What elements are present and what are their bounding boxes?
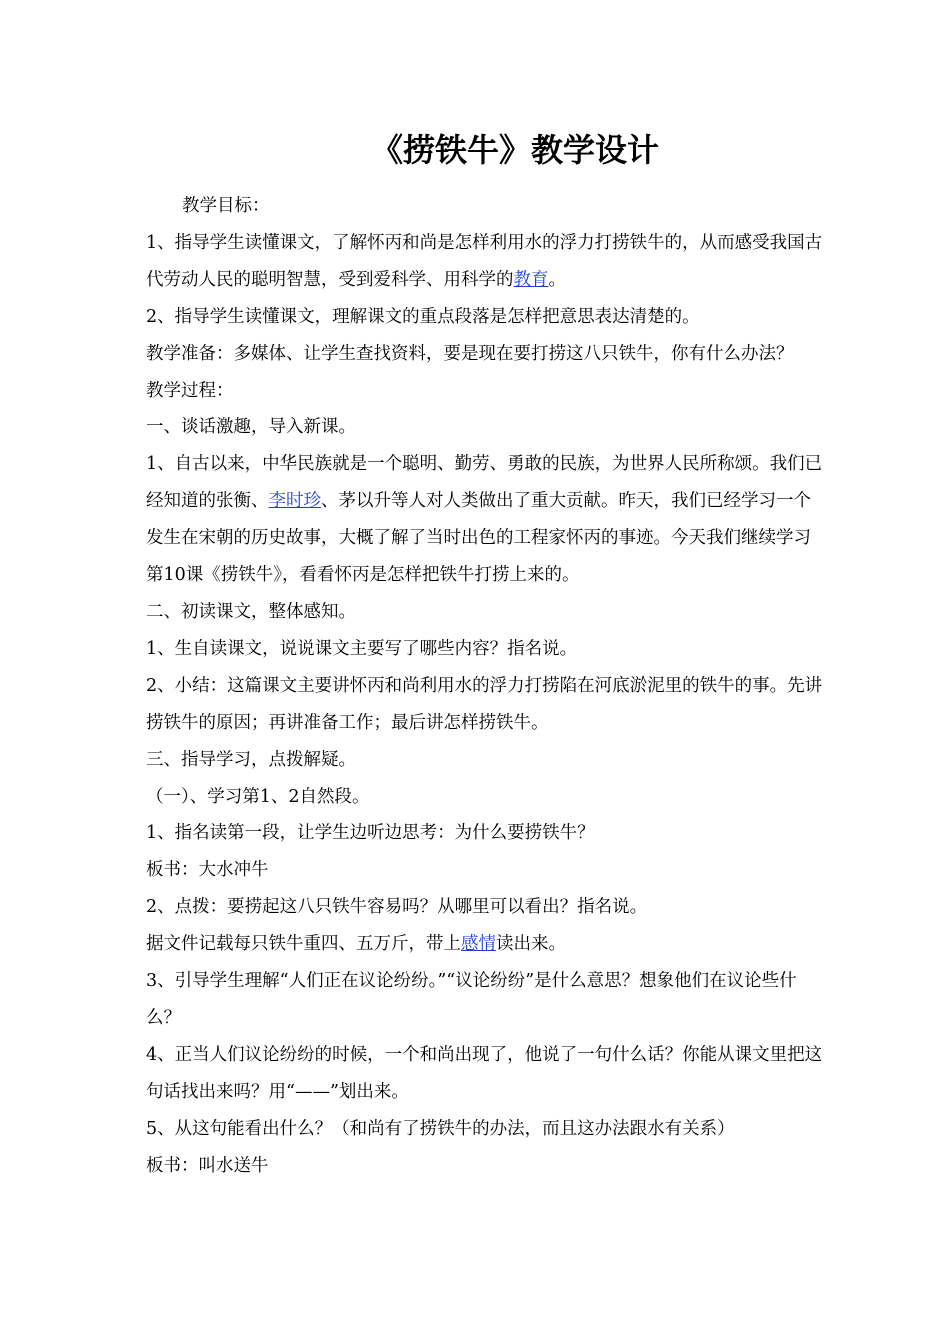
objective-1-end: 。 [548, 269, 566, 290]
section-2-paragraph-1: 1、生自读课文，说说课文主要写了哪些内容？指名说。 [146, 638, 578, 659]
section-1-paragraph-1-text: 1、自古以来，中华民族就是一个聪明、勤劳、勇敢的民族，为世界人民所称颂。我们已经知道的张衡、 [146, 454, 823, 512]
section-3-paragraph-2b-rest: 读出来。 [496, 934, 566, 955]
section-3-subheading-1: （一）、学习第1、2自然段。 [146, 786, 370, 807]
teaching-preparation: 教学准备：多媒体、让学生查找资料，要是现在要打捞这八只铁牛，你有什么办法？ [146, 343, 794, 364]
section-1-heading: 一、谈话激趣，导入新课。 [146, 417, 356, 438]
section-3-paragraph-2b-text: 据文件记载每只铁牛重四、五万斤，带上 [146, 934, 461, 955]
section-3-paragraph-2b [146, 926, 826, 963]
link-education[interactable]: 教育 [513, 269, 549, 290]
section-3-paragraph-4: 4、正当人们议论纷纷的时候，一个和尚出现了，他说了一句什么话？你能从课文里把这句话找出来吗？用“——”划出来。 [146, 1044, 823, 1102]
document-body [146, 188, 826, 1184]
section-1-paragraph-1 [146, 446, 826, 594]
section-3-paragraph-2: 2、点拨：要捞起这八只铁牛容易吗？从哪里可以看出？指名说。 [146, 897, 648, 918]
objective-1 [146, 225, 826, 299]
objective-1-text: 1、指导学生读懂课文，了解怀丙和尚是怎样利用水的浮力打捞铁牛的，从而感受我国古代劳动人民的聪明智慧，受到爱科学、用科学的 [146, 232, 823, 290]
section-2-heading: 二、初读课文，整体感知。 [146, 601, 356, 622]
link-li-shizhen[interactable]: 李时珍 [268, 491, 321, 512]
section-3-paragraph-3: 3、引导学生理解“人们正在议论纷纷。”“议论纷纷”是什么意思？想象他们在议论些什么？ [146, 971, 797, 1028]
objective-2: 2、指导学生读懂课文，理解课文的重点段落是怎样把意思表达清楚的。 [146, 306, 700, 327]
section-3-board-1: 板书：大水冲牛 [146, 860, 269, 881]
section-3-paragraph-1: 1、指名读第一段，让学生边听边思考：为什么要捞铁牛？ [146, 823, 595, 844]
section-3-paragraph-5: 5、从这句能看出什么？（和尚有了捞铁牛的办法，而且这办法跟水有关系） [146, 1118, 735, 1139]
section-1-paragraph-1-rest: 、茅以升等人对人类做出了重大贡献。昨天，我们已经学习一个发生在宋朝的历史故事，大概了解了当时出色的工程家怀丙的事迹。今天我们继续学习第10课《捞铁牛》，看看怀丙是怎样把铁牛打捞上来的。 [146, 491, 811, 586]
section-2-paragraph-2: 2、小结：这篇课文主要讲怀丙和尚利用水的浮力打捞陷在河底淤泥里的铁牛的事。先讲捞铁牛的原因；再讲准备工作；最后讲怎样捞铁牛。 [146, 675, 823, 733]
process-heading: 教学过程： [146, 380, 234, 401]
page-title: 《捞铁牛》教学设计 [370, 131, 659, 169]
section-3-heading: 三、指导学习，点拨解疑。 [146, 749, 356, 770]
section-3-board-2: 板书：叫水送牛 [146, 1155, 269, 1176]
link-emotion[interactable]: 感情 [461, 934, 496, 955]
objectives-heading: 教学目标： [182, 196, 270, 216]
